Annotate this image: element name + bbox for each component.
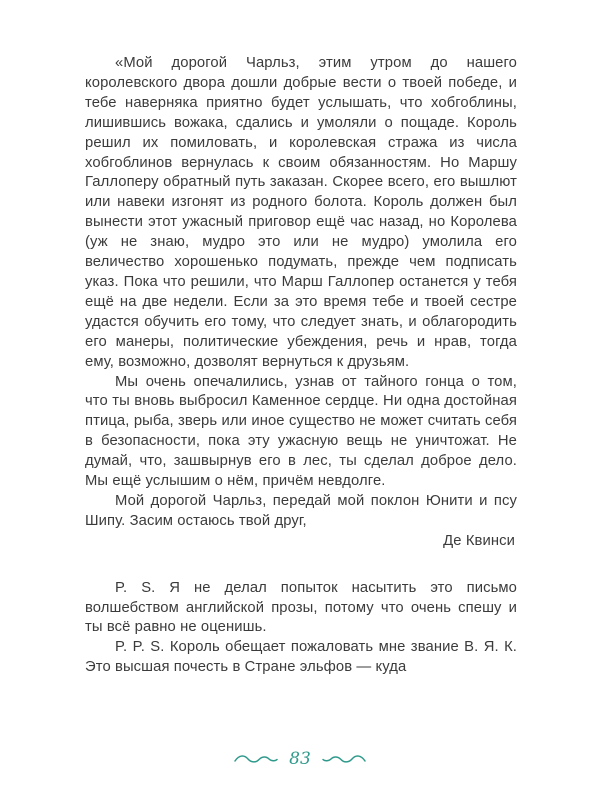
letter-paragraph-1: «Мой дорогой Чарльз, этим утром до нашего королевского двора дошли добрые вести о твоей победе, и тебе наверняка приятно будет услышать, что хобгоблины, лишившись вожака, сдались и умоляли о пощаде. Король решил их помиловать, и королевская стража из числа хобгоблинов вернулась к своим обязанностям. Но Маршу Галлоперу обратный путь заказан. Скорее всего, его вышлют или навеки изгонят из родного болота. Король должен был вынести этот ужасный приговор ещё час назад, но Королева (уж не знаю, мудро это или не мудро) умолила его величество хорошенько подумать, прежде чем подписать указ. Пока что решили, что Марш Галлопер останется у тебя ещё на две недели. Если за это время тебе и твоей сестре удастся обучить его тому, что следует знать, и облагородить его манеры, политические убеждения, речь и нрав, тогда ему, возможно, дозволят вернуться к друзьям. <box>85 55 517 370</box>
flourish-right-icon <box>321 753 367 767</box>
page-footer <box>0 747 600 773</box>
letter-signature: Де Квинси <box>443 532 515 549</box>
postscript: P. S. Я не делал попыток насытить это письмо волшебством английской прозы, потому что очень спешу и ты всё равно не оценишь. <box>85 579 517 636</box>
flourish-left-icon <box>233 753 279 767</box>
letter-paragraph-2: Мы очень опечалились, узнав от тайного гонца о том, что ты вновь выбросил Каменное сердце. Ни одна достойная птица, рыба, зверь или иное существо не может считать себя в безопасности, пока эту ужасную вещь не уничтожат. Не думай, что, зашвырнув его в лес, ты сделал доброе дело. Мы ещё услышим о нём, причём невдолге. <box>85 373 517 490</box>
post-postscript: P. P. S. Король обещает пожаловать мне звание В. Я. К. Это высшая почесть в Стране эльфов — куда <box>85 639 517 676</box>
page-number: 83 <box>289 748 311 769</box>
letter-body <box>85 54 517 678</box>
letter-paragraph-3: Мой дорогой Чарльз, передай мой поклон Юнити и псу Шипу. Засим остаюсь твой друг, <box>85 492 517 529</box>
